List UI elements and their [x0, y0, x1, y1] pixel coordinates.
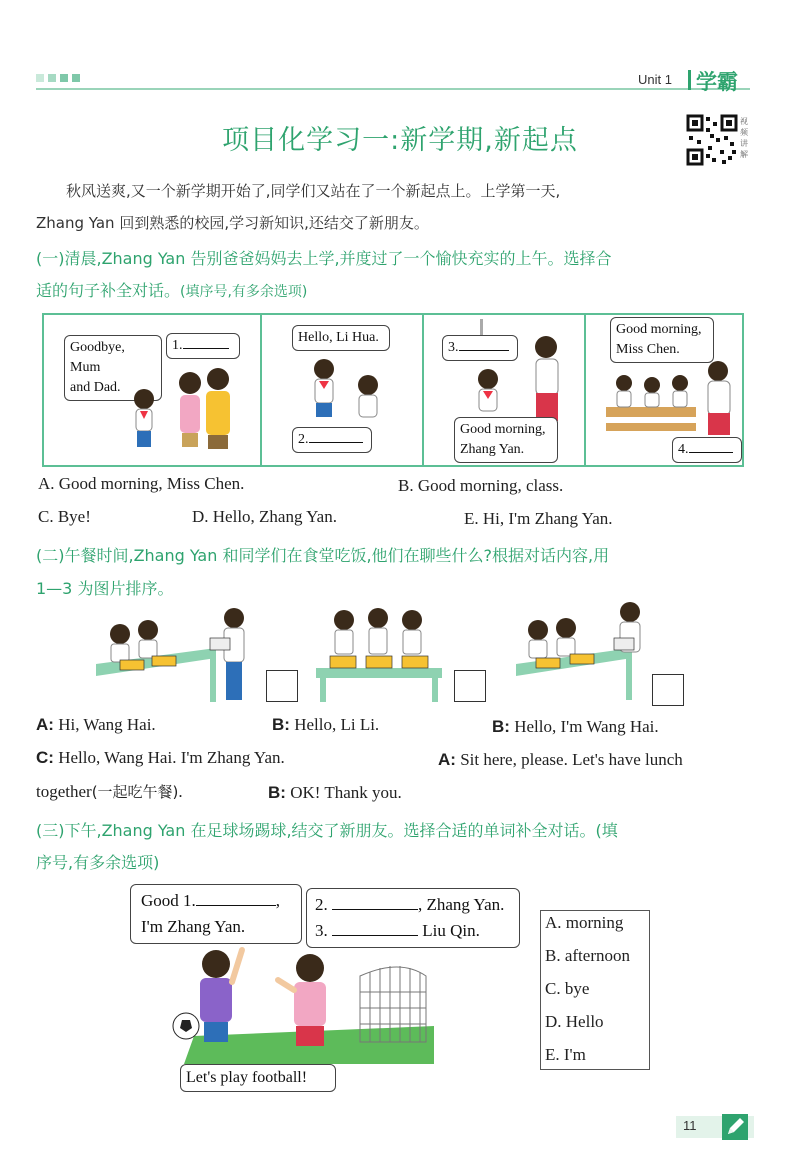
panel-1	[44, 315, 260, 465]
option-a: A. Good morning, Miss Chen.	[38, 474, 245, 493]
part3-instruction-1: (三)下午,Zhang Yan 在足球场踢球,结交了新朋友。选择合适的单词补全对话。(填	[36, 821, 618, 840]
order-box-3[interactable]	[652, 674, 684, 706]
dialogue-line-3b: B: OK! Thank you.	[268, 783, 402, 802]
order-box-2[interactable]	[454, 670, 486, 702]
bubble-lets-play-football: Let's play football!	[180, 1064, 336, 1092]
greeting-illustration	[302, 355, 392, 425]
football-field-illustration	[164, 946, 444, 1066]
choice-d: D. Hello	[545, 1012, 604, 1031]
bubble-hello-li-hua: Hello, Li Hua.	[292, 325, 390, 351]
choice-b: B. afternoon	[545, 946, 630, 965]
part1-picture-strip	[42, 313, 744, 467]
option-e: E. Hi, I'm Zhang Yan.	[464, 509, 613, 528]
bubble-good-blank: Good 1. , I'm Zhang Yan.	[130, 884, 302, 944]
blank-1[interactable]: 1.	[166, 333, 240, 359]
word-choices-box	[540, 910, 650, 1070]
panel-4	[586, 315, 744, 465]
lunch-picture-2	[316, 604, 446, 704]
page-number: 11	[683, 1118, 697, 1133]
bubble-good-morning-miss-chen: Good morning, Miss Chen.	[610, 317, 714, 363]
panel-2	[262, 315, 422, 465]
bubble-goodbye: Goodbye, Mum and Dad.	[64, 335, 162, 401]
choice-c: C. bye	[545, 979, 590, 998]
intro-line-1: 秋风送爽,又一个新学期开始了,同学们又站在了一个新起点上。上学第一天,	[66, 182, 561, 200]
intro-line-2: Zhang Yan 回到熟悉的校园,学习新知识,还结交了新朋友。	[36, 214, 429, 232]
dialogue-line-2b: A: Sit here, please. Let's have lunch	[438, 750, 683, 769]
part1-instruction-1: (一)清晨,Zhang Yan 告别爸爸妈妈去上学,并度过了一个愉快充实的上午。选择合	[36, 249, 612, 268]
part1-instruction-2: 适的句子补全对话。(填序号,有多余选项)	[36, 281, 308, 300]
lunch-picture-1	[96, 604, 266, 704]
header-rule	[36, 88, 750, 90]
option-c: C. Bye!	[38, 507, 91, 526]
header-decoration	[36, 74, 80, 82]
classroom-door-illustration	[464, 327, 574, 427]
class-illustration	[606, 361, 742, 437]
pencil-icon	[722, 1114, 748, 1140]
blank-2[interactable]: 2.	[292, 427, 372, 453]
choice-a: A. morning	[545, 913, 624, 932]
qr-code-icon[interactable]	[686, 114, 738, 166]
dialogue-line-2a: C: Hello, Wang Hai. I'm Zhang Yan.	[36, 748, 285, 767]
bubble-hello-blank: 2. , Zhang Yan. 3. Liu Qin.	[306, 888, 520, 948]
part2-instruction-2: 1—3 为图片排序。	[36, 579, 174, 598]
blank-4[interactable]: 4.	[672, 437, 742, 463]
lunch-picture-3	[516, 602, 652, 702]
dialogue-line-3: together(一起吃午餐).	[36, 782, 183, 801]
qr-label: 视频讲解	[740, 117, 748, 159]
family-illustration	[122, 363, 242, 463]
option-d: D. Hello, Zhang Yan.	[192, 507, 337, 526]
option-b: B. Good morning, class.	[398, 476, 564, 495]
dialogue-line-1b: B: Hello, Li Li.	[272, 715, 380, 734]
dialogue-line-1a: A: Hi, Wang Hai.	[36, 715, 156, 734]
blank-3[interactable]: 3.	[442, 335, 518, 361]
unit-label: Unit 1	[638, 72, 672, 87]
part2-instruction-1: (二)午餐时间,Zhang Yan 和同学们在食堂吃饭,他们在聊些什么?根据对话内容,用	[36, 546, 610, 565]
dialogue-line-1c: B: Hello, I'm Wang Hai.	[492, 717, 659, 736]
panel-3	[424, 315, 584, 465]
header-separator	[688, 70, 691, 90]
brand-logo: 学霸	[696, 70, 738, 94]
bubble-good-morning-zhang-yan: Good morning, Zhang Yan.	[454, 417, 558, 463]
choice-e: E. I'm	[545, 1045, 586, 1064]
order-box-1[interactable]	[266, 670, 298, 702]
part3-instruction-2: 序号,有多余选项)	[36, 853, 160, 872]
page-title: 项目化学习一:新学期,新起点	[222, 125, 578, 156]
